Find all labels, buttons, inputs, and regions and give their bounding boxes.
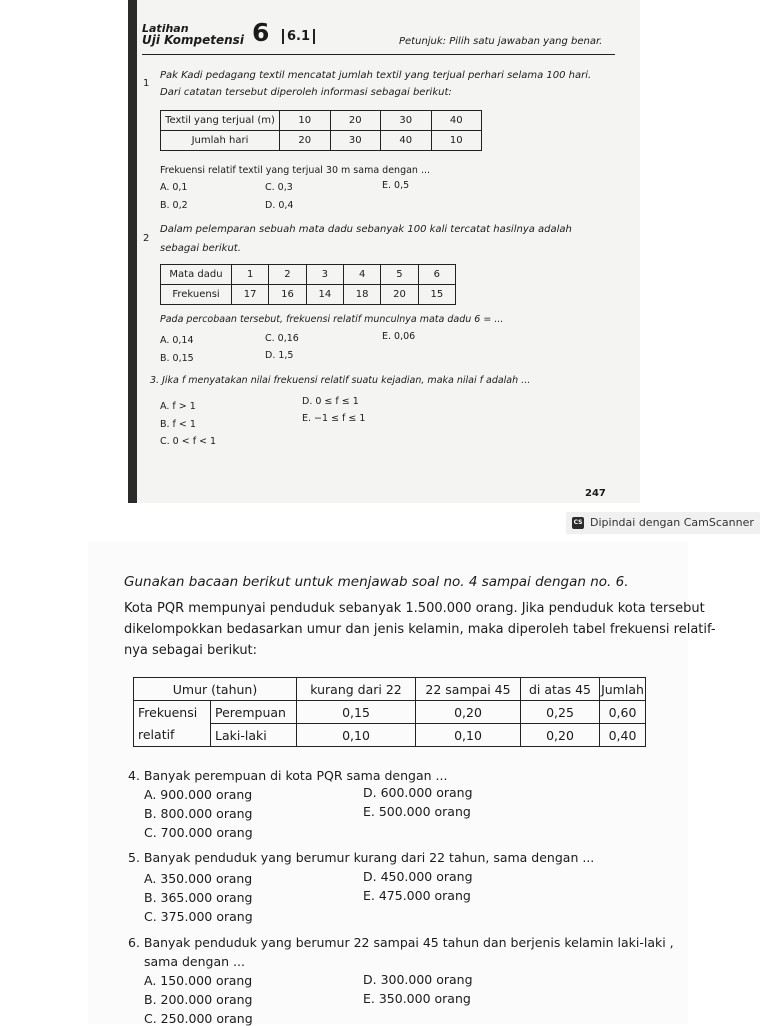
table-cell: 3 [306,265,343,285]
q4-question: 4. Banyak perempuan di kota PQR sama dengan ... [128,768,448,783]
table-header-cell: Umur (tahun) [134,678,297,701]
instruction-text: Petunjuk: Pilih satu jawaban yang benar. [399,36,603,47]
q1-number: 1 [143,78,150,89]
table-cell: Frekuensi [161,285,232,305]
table-cell: 2 [269,265,306,285]
header-rule [142,54,615,55]
table-row [161,265,456,285]
q6-option-c: C. 250.000 orang [144,1011,253,1026]
q4-option-b: B. 800.000 orang [144,806,253,821]
table-row [161,131,482,151]
table-cell: 17 [232,285,269,305]
uji-kompetensi-label: Uji Kompetensi [142,33,244,47]
q4-option-c: C. 700.000 orang [144,825,253,840]
table-cell: 30 [381,111,432,131]
q5-option-c: C. 375.000 orang [144,909,253,924]
q3-option-d: D. 0 ≤ f ≤ 1 [302,396,359,407]
table-cell: 0,20 [416,701,521,724]
table-cell: 0,25 [521,701,600,724]
table-row [134,724,646,747]
table-header-cell: kurang dari 22 [297,678,416,701]
q3-option-b: B. f < 1 [160,419,196,430]
table-cell: 16 [269,285,306,305]
table-cell: 30 [330,131,381,151]
q2-question: Pada percobaan tersebut, frekuensi relatif munculnya mata dadu 6 = ... [160,314,504,325]
table-cell: Textil yang terjual (m) [161,111,280,131]
table-row [161,111,482,131]
intro-text: Gunakan bacaan berikut untuk menjawab soal no. 4 sampai dengan no. 6. [124,574,629,590]
q2-line2: sebagai berikut. [160,243,241,254]
frequency-table [133,677,646,747]
chapter-number: 6 [252,18,270,47]
q1-option-e: E. 0,5 [382,180,410,191]
passage-line3: nya sebagai berikut: [124,643,258,658]
table-cell: 15 [418,285,455,305]
q6-option-b: B. 200.000 orang [144,992,253,1007]
q5-option-b: B. 365.000 orang [144,890,253,905]
q3-option-c: C. 0 < f < 1 [160,436,217,447]
textbook-page-top [128,0,640,503]
table-cell: 0,40 [600,724,646,747]
table-cell: 0,10 [297,724,416,747]
table-cell: 20 [381,285,418,305]
q1-question: Frekuensi relatif textil yang terjual 30 m sama dengan ... [160,165,431,176]
q6-question: 6. Banyak penduduk yang berumur 22 sampai 45 tahun dan berjenis kelamin laki-laki , [128,935,674,950]
table-cell: 0,10 [416,724,521,747]
table-row [134,678,646,701]
table-cell: 14 [306,285,343,305]
camscanner-icon: CS [572,517,584,529]
table-cell: 20 [330,111,381,131]
q1-option-b: B. 0,2 [160,200,188,211]
q3-option-e: E. −1 ≤ f ≤ 1 [302,413,366,424]
q1-line2: Dari catatan tersebut diperoleh informasi sebagai berikut: [160,87,452,98]
table-header-cell: 22 sampai 45 [416,678,521,701]
q6-option-a: A. 150.000 orang [144,973,253,988]
q6-question-line2: sama dengan ... [144,954,245,969]
table-cell: 0,20 [521,724,600,747]
table-cell: 0,15 [297,701,416,724]
q6-option-e: E. 350.000 orang [363,991,471,1006]
table-cell: Frekuensi [134,701,211,724]
q2-table [160,264,456,305]
table-header-cell: di atas 45 [521,678,600,701]
table-cell: 20 [280,131,331,151]
q5-question: 5. Banyak penduduk yang berumur kurang dari 22 tahun, sama dengan ... [128,850,595,865]
table-cell: 1 [232,265,269,285]
table-header-cell: Jumlah [600,678,646,701]
camscanner-watermark [566,512,760,534]
q1-option-a: A. 0,1 [160,182,188,193]
q1-option-d: D. 0,4 [265,200,294,211]
table-cell: 10 [431,131,482,151]
q2-option-b: B. 0,15 [160,353,194,364]
passage-line1: Kota PQR mempunyai penduduk sebanyak 1.500.000 orang. Jika penduduk kota tersebut [124,601,705,616]
table-cell: 40 [431,111,482,131]
q4-option-a: A. 900.000 orang [144,787,253,802]
table-cell: 18 [343,285,380,305]
table-cell: 6 [418,265,455,285]
table-cell: 40 [381,131,432,151]
table-cell: Jumlah hari [161,131,280,151]
q2-option-a: A. 0,14 [160,335,194,346]
q4-option-e: E. 500.000 orang [363,804,471,819]
q2-number: 2 [143,233,150,244]
page-number: 247 [585,488,606,499]
latihan-label: Latihan [142,22,189,35]
q1-option-c: C. 0,3 [265,182,293,193]
q6-option-d: D. 300.000 orang [363,972,473,987]
q2-option-e: E. 0,06 [382,331,416,342]
q5-option-a: A. 350.000 orang [144,871,253,886]
q2-line1: Dalam pelemparan sebuah mata dadu sebanyak 100 kali tercatat hasilnya adalah [160,224,572,235]
table-row [161,285,456,305]
q2-option-c: C. 0,16 [265,333,299,344]
passage-line2: dikelompokkan bedasarkan umur dan jenis kelamin, maka diperoleh tabel frekuensi relatif- [124,622,716,637]
q4-option-d: D. 600.000 orang [363,785,473,800]
q1-table [160,110,482,151]
camscanner-label: Dipindai dengan CamScanner [590,516,754,529]
table-cell: Laki-laki [211,724,297,747]
table-cell: relatif [134,724,211,747]
q5-option-e: E. 475.000 orang [363,888,471,903]
table-row [134,701,646,724]
q2-option-d: D. 1,5 [265,350,294,361]
q5-option-d: D. 450.000 orang [363,869,473,884]
section-number: 6.1 [282,29,315,44]
q3-option-a: A. f > 1 [160,401,196,412]
table-cell: Perempuan [211,701,297,724]
table-cell: 0,60 [600,701,646,724]
table-cell: Mata dadu [161,265,232,285]
table-cell: 4 [343,265,380,285]
q3-question: 3. Jika f menyatakan nilai frekuensi relatif suatu kejadian, maka nilai f adalah ... [150,375,531,386]
table-cell: 5 [381,265,418,285]
table-cell: 10 [280,111,331,131]
q1-line1: Pak Kadi pedagang textil mencatat jumlah textil yang terjual perhari selama 100 hari. [160,70,592,81]
textbook-page-bottom [88,542,716,1026]
